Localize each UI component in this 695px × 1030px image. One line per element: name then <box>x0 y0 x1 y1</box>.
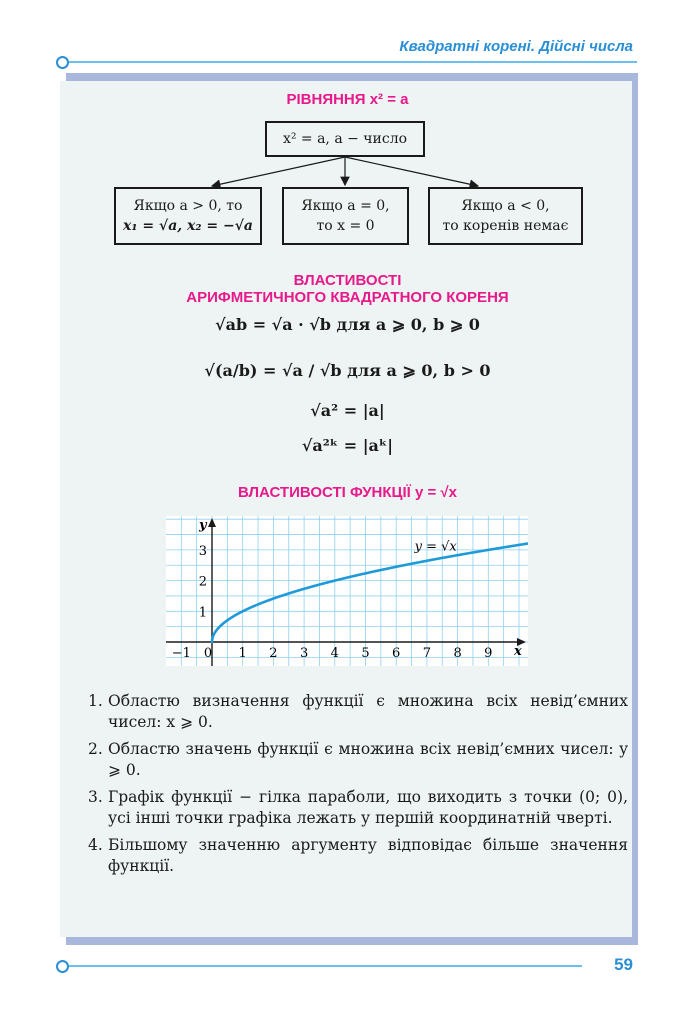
list-item-number: 2. <box>88 740 103 758</box>
y-tick-label: 3 <box>198 543 207 559</box>
equation-title: РІВНЯННЯ x² = a <box>286 91 409 108</box>
case-zero-box <box>282 187 409 245</box>
curve-label: y = √x <box>414 539 457 555</box>
x-tick-label: 1 <box>238 646 247 661</box>
case-negative-line1: Якщо a < 0, <box>461 198 550 214</box>
x-tick-label: 3 <box>299 646 309 661</box>
list-item <box>88 787 628 829</box>
case-zero-line2: то x = 0 <box>316 218 375 234</box>
root-properties-title-line1: ВЛАСТИВОСТІ <box>293 272 402 289</box>
function-title: ВЛАСТИВОСТІ ФУНКЦІЇ y = √x <box>238 484 457 501</box>
list-item-number: 1. <box>88 692 103 710</box>
case-positive-box <box>114 187 262 245</box>
formula-product-root: √ab = √a · √b для a ⩾ 0, b ⩾ 0 <box>215 315 480 334</box>
list-item <box>88 835 628 877</box>
list-item-text: Більшому значенню аргументу відповідає більше значення функції. <box>108 836 628 875</box>
y-tick-label: 1 <box>198 605 207 621</box>
x-tick-label: 6 <box>392 646 401 661</box>
list-item-text: Областю визначення функції є множина всіх невід’ємних чисел: x ⩾ 0. <box>108 692 628 731</box>
function-properties-list <box>88 691 628 883</box>
case-positive-line1: Якщо a > 0, то <box>133 198 243 214</box>
x-tick-label: 0 <box>203 646 213 661</box>
list-item <box>88 739 628 781</box>
list-item-number: 3. <box>88 788 103 806</box>
top-equation-text: x² = a, a − число <box>282 131 408 147</box>
case-positive-line2: x₁ = √a, x₂ = −√a <box>123 218 253 234</box>
x-tick-label: 9 <box>484 646 493 661</box>
x-tick-label: 8 <box>453 646 462 661</box>
arrow-right <box>345 157 478 186</box>
x-tick-label: 7 <box>422 646 432 661</box>
page-number: 59 <box>614 955 633 974</box>
y-axis-label: y <box>199 518 207 533</box>
header-title: Квадратні корені. Дійсні числа <box>399 38 633 55</box>
formula-power-abs: √a²ᵏ = |aᵏ| <box>301 436 394 455</box>
formula-quotient-root: √(a/b) = √a / √b для a ⩾ 0, b > 0 <box>204 361 491 380</box>
list-item-text: Областю значень функції є множина всіх невід’ємних чисел: y ⩾ 0. <box>108 740 628 779</box>
x-axis-label: x <box>514 644 522 659</box>
list-item <box>88 691 628 733</box>
case-negative-box <box>428 187 583 245</box>
chart-background <box>166 516 528 666</box>
footer-rule-dot <box>56 960 69 973</box>
x-tick-label: 5 <box>361 646 370 661</box>
formula-square-abs: √a² = |a| <box>310 401 385 420</box>
y-tick-label: 2 <box>198 574 207 590</box>
list-item-text: Графік функції − гілка параболи, що виходить з точки (0; 0), усі інші точки графіка лежать у першій координатній чверті. <box>108 788 628 827</box>
x-tick-label: 2 <box>269 646 278 661</box>
case-zero-line1: Якщо a = 0, <box>301 198 390 214</box>
x-tick-label: −1 <box>171 646 191 661</box>
arrow-left <box>212 157 345 186</box>
footer-rule <box>62 965 582 967</box>
x-tick-label: 4 <box>330 646 339 661</box>
sqrt-function-chart <box>166 516 528 666</box>
list-item-number: 4. <box>88 836 103 854</box>
root-properties-title-line2: АРИФМЕТИЧНОГО КВАДРАТНОГО КОРЕНЯ <box>186 289 509 306</box>
case-negative-line2: то коренів немає <box>442 218 569 234</box>
